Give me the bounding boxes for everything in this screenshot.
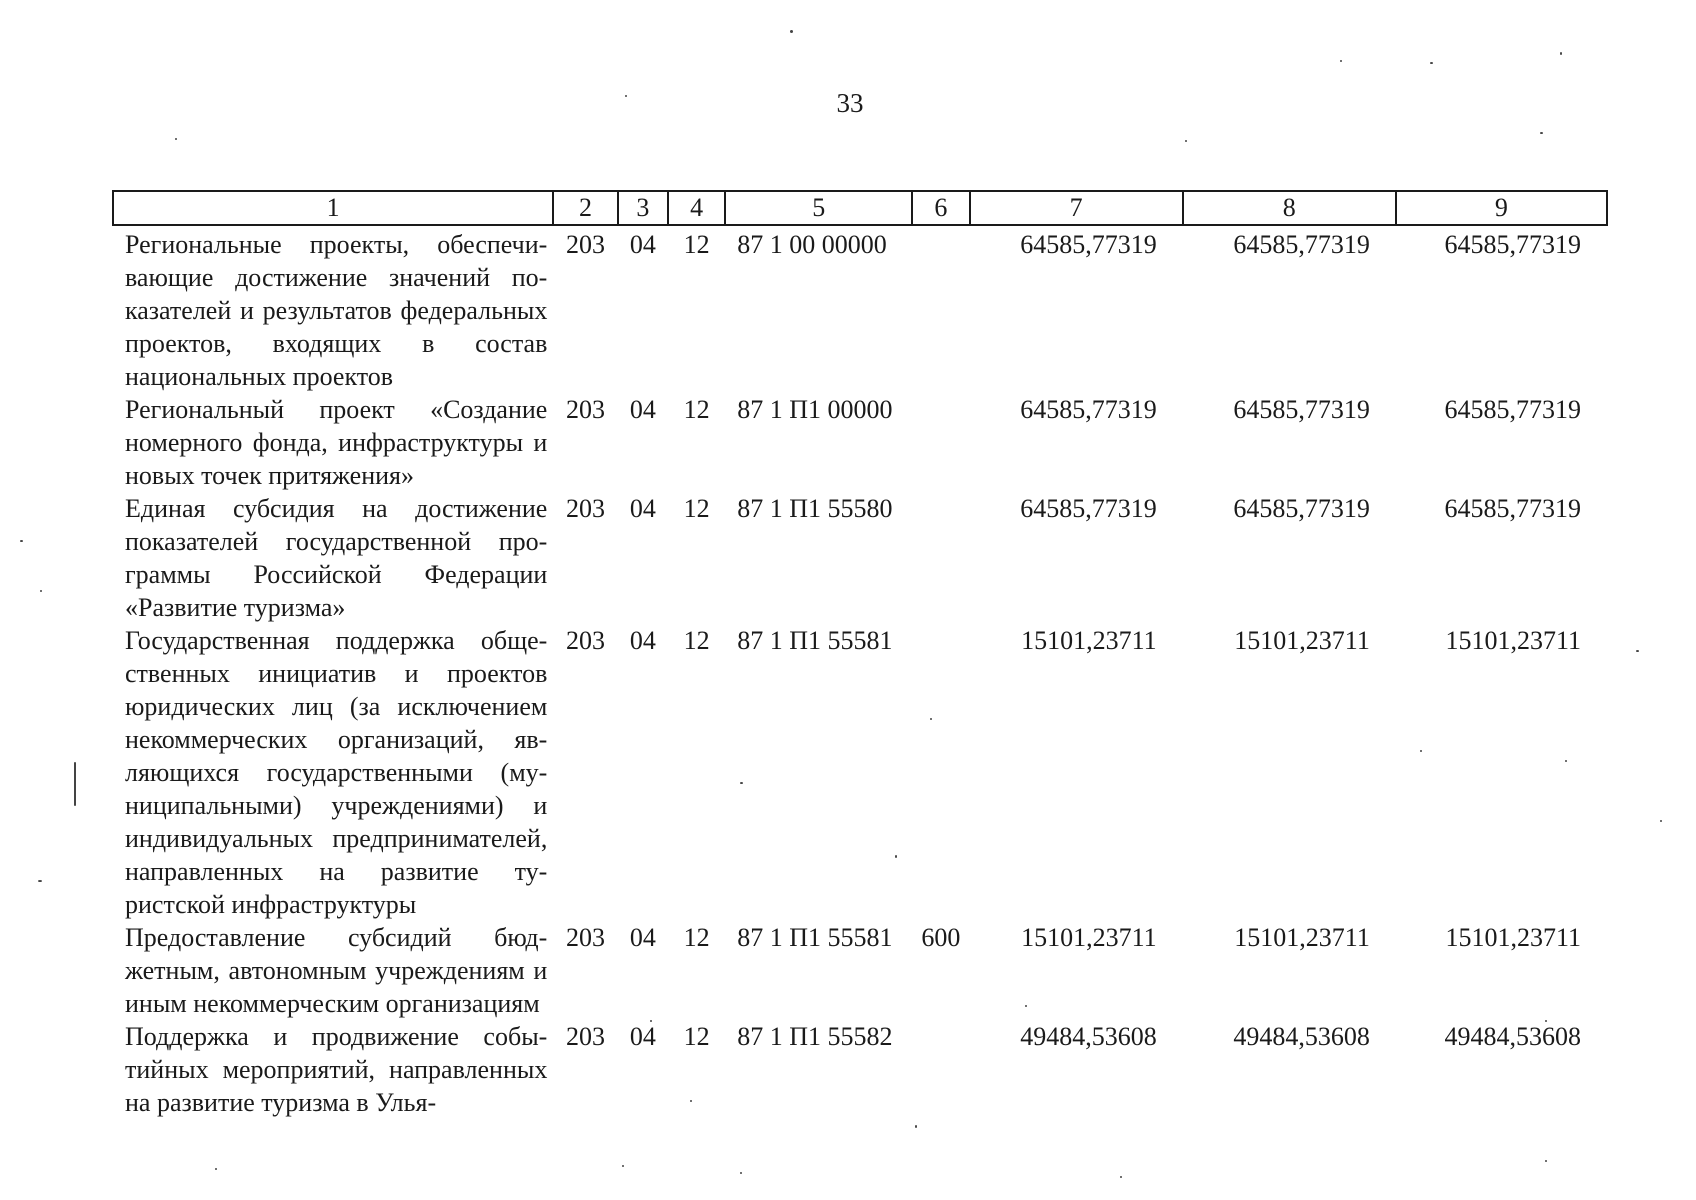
row-expense-type: 600: [921, 923, 961, 952]
scan-speck: [930, 718, 932, 720]
table-row: [113, 492, 1607, 624]
row-podrazdel: 12: [683, 923, 710, 952]
row-target-article: 87 1 П1 55580: [737, 494, 893, 523]
scan-speck: [1120, 1176, 1122, 1178]
row-expense-type: [912, 225, 969, 393]
row-glava: 203: [566, 1022, 606, 1051]
row-expense-type: [912, 1020, 969, 1119]
header-col-5: 5: [725, 191, 912, 225]
row-target-article: 87 1 П1 55582: [737, 1022, 893, 1051]
scan-speck: [1660, 820, 1662, 822]
row-expense-type: [912, 492, 969, 624]
row-glava: 203: [566, 494, 606, 523]
scan-speck: [38, 880, 42, 882]
scan-speck: [215, 1168, 217, 1170]
scan-speck: [1545, 1160, 1547, 1162]
header-col-7: 7: [970, 191, 1183, 225]
page-number: 33: [836, 88, 864, 118]
scan-speck: [625, 95, 627, 97]
row-amount-col-8: 64585,77319: [1233, 395, 1370, 424]
scan-speck: [622, 1165, 624, 1167]
table-row: [113, 393, 1607, 492]
scan-speck: [740, 782, 743, 784]
row-amount-col-9: 49484,53608: [1444, 1022, 1581, 1051]
row-podrazdel: 12: [683, 494, 710, 523]
row-target-article: 87 1 00 00000: [737, 230, 887, 259]
row-amount-col-7: 15101,23711: [1021, 626, 1157, 655]
scan-speck: [1565, 760, 1567, 762]
row-amount-col-8: 15101,23711: [1234, 923, 1370, 952]
header-col-8: 8: [1183, 191, 1396, 225]
budget-table: [112, 190, 1608, 1119]
row-expense-type: [912, 624, 969, 921]
row-podrazdel: 12: [683, 626, 710, 655]
scan-speck: [740, 1172, 742, 1174]
scan-speck: [40, 590, 42, 592]
row-amount-col-9: 15101,23711: [1445, 923, 1581, 952]
row-amount-col-7: 49484,53608: [1020, 1022, 1157, 1051]
row-amount-col-8: 64585,77319: [1233, 494, 1370, 523]
scan-speck: [1636, 650, 1639, 652]
row-amount-col-8: 15101,23711: [1234, 626, 1370, 655]
scan-speck: [74, 762, 76, 806]
scan-speck: [650, 1020, 652, 1022]
scan-speck: [20, 540, 23, 542]
table-body: [113, 225, 1607, 1119]
table-row: [113, 1020, 1607, 1119]
header-col-1: 1: [113, 191, 553, 225]
row-razdel: 04: [629, 626, 656, 655]
row-target-article: 87 1 П1 55581: [737, 626, 893, 655]
row-podrazdel: 12: [683, 1022, 710, 1051]
scan-speck: [1185, 140, 1187, 142]
scan-speck: [895, 855, 897, 858]
row-glava: 203: [566, 230, 606, 259]
row-amount-col-7: 64585,77319: [1020, 494, 1157, 523]
row-amount-col-7: 15101,23711: [1021, 923, 1157, 952]
scan-speck: [1560, 52, 1562, 55]
header-col-3: 3: [618, 191, 668, 225]
row-glava: 203: [566, 923, 606, 952]
table-header: [113, 191, 1607, 225]
scan-speck: [690, 1100, 692, 1102]
row-name: Поддержка и продвижение событийных мероприятий, направленных на развитие туризма в Улья-: [125, 1022, 548, 1117]
scan-speck: [1340, 60, 1342, 62]
row-amount-col-7: 64585,77319: [1020, 230, 1157, 259]
header-col-9: 9: [1396, 191, 1607, 225]
row-name: Региональные проекты, обеспечивающие достижение значений показателей и результатов федеральных проектов, входящих в состав национальных проектов: [125, 230, 548, 391]
row-razdel: 04: [629, 494, 656, 523]
row-expense-type: [912, 393, 969, 492]
table-row: [113, 921, 1607, 1020]
row-podrazdel: 12: [683, 230, 710, 259]
header-col-6: 6: [912, 191, 969, 225]
row-razdel: 04: [629, 1022, 656, 1051]
row-razdel: 04: [629, 395, 656, 424]
row-glava: 203: [566, 626, 606, 655]
row-amount-col-9: 64585,77319: [1444, 494, 1581, 523]
row-name: Государственная поддержка общественных инициатив и проектов юридических лиц (за исключением некоммерческих организаций, являющихся государственными (муниципальными) учреждениями) и индивидуальных предпринимателей, направленных на развитие туристской инфраструктуры: [125, 626, 548, 919]
header-col-2: 2: [553, 191, 617, 225]
scan-speck: [1545, 1020, 1547, 1022]
row-target-article: 87 1 П1 00000: [737, 395, 893, 424]
scan-speck: [1025, 1005, 1027, 1007]
row-glava: 203: [566, 395, 606, 424]
scan-speck: [1540, 132, 1543, 134]
row-amount-col-7: 64585,77319: [1020, 395, 1157, 424]
row-name: Единая субсидия на достижение показателей государственной программы Российской Федерации «Развитие туризма»: [125, 494, 548, 622]
row-target-article: 87 1 П1 55581: [737, 923, 893, 952]
row-amount-col-9: 64585,77319: [1444, 395, 1581, 424]
scan-speck: [790, 30, 793, 33]
header-col-4: 4: [668, 191, 725, 225]
row-amount-col-9: 15101,23711: [1445, 626, 1581, 655]
table-row: [113, 624, 1607, 921]
row-razdel: 04: [629, 923, 656, 952]
table-row: [113, 225, 1607, 393]
row-amount-col-8: 49484,53608: [1233, 1022, 1370, 1051]
scan-speck: [1430, 62, 1433, 64]
scan-speck: [175, 138, 177, 140]
scan-speck: [1420, 750, 1422, 752]
row-razdel: 04: [629, 230, 656, 259]
row-podrazdel: 12: [683, 395, 710, 424]
row-amount-col-9: 64585,77319: [1444, 230, 1581, 259]
row-amount-col-8: 64585,77319: [1233, 230, 1370, 259]
header-row: [113, 191, 1607, 225]
row-name: Региональный проект «Создание номерного фонда, инфраструктуры и новых точек притяжения»: [125, 395, 548, 490]
row-name: Предоставление субсидий бюджетным, автономным учреждениям и иным некоммерческим организациям: [125, 923, 548, 1018]
scan-speck: [915, 1125, 917, 1128]
